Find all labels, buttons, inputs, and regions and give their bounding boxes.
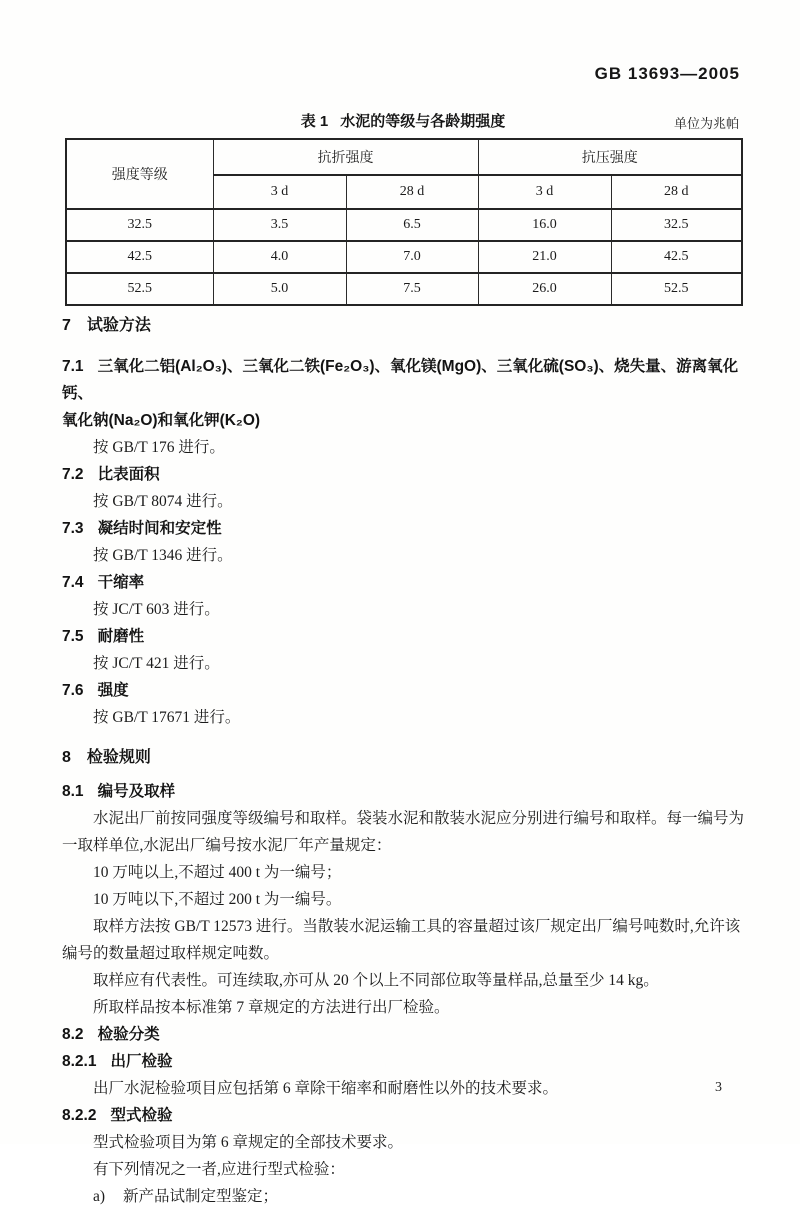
section-8-2-heading — [62, 1021, 744, 1048]
section-8-2-2-paragraph-2: 有下列情况之一者,应进行型式检验： — [93, 1161, 345, 1178]
table-caption-label: 表 1 — [300, 113, 329, 130]
section-8-1-heading — [62, 778, 744, 805]
cell-value: 3.5 — [213, 209, 346, 241]
section-7-6-number: 7.6 — [62, 682, 84, 699]
col-header-compressive-28d: 28 d — [611, 175, 742, 209]
cell-value: 42.5 — [611, 241, 742, 273]
cell-value: 5.0 — [213, 273, 346, 305]
section-8-1-paragraph-1: 水泥出厂前按同强度等级编号和取样。袋装水泥和散装水泥应分别进行编号和取样。每一编号为一取样单位,水泥出厂编号按水泥厂年产量规定： — [62, 810, 745, 854]
cell-value: 26.0 — [478, 273, 611, 305]
section-7-3-title: 凝结时间和安定性 — [97, 520, 222, 537]
section-8-2-2-number: 8.2.2 — [62, 1107, 97, 1124]
section-8-2-1-paragraph: 出厂水泥检验项目应包括第 6 章除干缩率和耐磨性以外的技术要求。 — [93, 1080, 559, 1097]
section-7-4-body: 按 JC/T 603 进行。 — [93, 601, 220, 618]
cell-value: 4.0 — [213, 241, 346, 273]
section-7-2-title: 比表面积 — [97, 466, 160, 483]
cell-value: 16.0 — [478, 209, 611, 241]
section-8-2-1-title: 出厂检验 — [110, 1053, 173, 1070]
section-8-2-2-list-item-a — [62, 1183, 744, 1210]
section-8-title: 检验规则 — [86, 749, 151, 766]
section-8-1-paragraph-4: 所取样品按本标准第 7 章规定的方法进行出厂检验。 — [93, 999, 450, 1016]
section-7-1-heading-line1 — [62, 353, 744, 407]
section-7-1-heading-line2: 氧化钠(Na₂O)和氧化钾(K₂O) — [62, 412, 261, 429]
cell-value: 6.5 — [346, 209, 478, 241]
section-8-heading — [62, 744, 744, 771]
section-8-1-item-2: 10 万吨以下,不超过 200 t 为一编号。 — [93, 891, 342, 908]
col-header-flexural-28d: 28 d — [346, 175, 478, 209]
page-number: 3 — [715, 1080, 722, 1095]
cell-value: 21.0 — [478, 241, 611, 273]
table-unit-note: 单位为兆帕 — [673, 116, 739, 131]
section-8-1-paragraph-2: 取样方法按 GB/T 12573 进行。当散装水泥运输工具的容量超过该厂规定出厂编号吨数时,允许该编号的数量超过取样规定吨数。 — [62, 918, 741, 962]
table-caption-row — [65, 110, 741, 132]
cell-grade: 32.5 — [66, 209, 213, 241]
section-7-title: 试验方法 — [86, 317, 151, 334]
cell-value: 52.5 — [611, 273, 742, 305]
cell-value: 32.5 — [611, 209, 742, 241]
col-header-flexural: 抗折强度 — [213, 139, 478, 175]
section-8-1-number: 8.1 — [62, 783, 84, 800]
table-caption — [65, 110, 741, 131]
col-header-compressive-3d: 3 d — [478, 175, 611, 209]
section-7-2-number: 7.2 — [62, 466, 84, 483]
section-7-4-heading — [62, 569, 744, 596]
section-7-2-body: 按 GB/T 8074 进行。 — [93, 493, 233, 510]
section-8-number: 8 — [62, 749, 71, 766]
cell-value: 7.0 — [346, 241, 478, 273]
section-8-2-1-number: 8.2.1 — [62, 1053, 97, 1070]
table-header-group-row — [66, 139, 742, 175]
section-7-number: 7 — [62, 317, 71, 334]
table-caption-title: 水泥的等级与各龄期强度 — [340, 113, 506, 130]
cell-grade: 42.5 — [66, 241, 213, 273]
table-row — [66, 273, 742, 305]
section-8-2-2-title: 型式检验 — [110, 1107, 173, 1124]
section-7-1-body: 按 GB/T 176 进行。 — [93, 439, 225, 456]
section-8-2-number: 8.2 — [62, 1026, 84, 1043]
section-7-5-title: 耐磨性 — [97, 628, 145, 645]
document-body — [62, 312, 744, 1210]
table-row — [66, 241, 742, 273]
section-7-heading — [62, 312, 744, 339]
table-row — [66, 209, 742, 241]
section-8-2-2-heading — [62, 1102, 744, 1129]
section-8-1-paragraph-3: 取样应有代表性。可连续取,亦可从 20 个以上不同部位取等量样品,总量至少 14 kg。 — [93, 972, 659, 989]
col-header-compressive: 抗压强度 — [478, 139, 742, 175]
section-8-2-2-paragraph-1: 型式检验项目为第 6 章规定的全部技术要求。 — [93, 1134, 404, 1151]
section-7-3-heading — [62, 515, 744, 542]
strength-grade-table — [65, 138, 743, 306]
section-8-2-title: 检验分类 — [97, 1026, 160, 1043]
section-7-6-heading — [62, 677, 744, 704]
section-7-6-title: 强度 — [97, 682, 129, 699]
col-header-flexural-3d: 3 d — [213, 175, 346, 209]
section-7-1-number: 7.1 — [62, 358, 84, 375]
list-item-a-text: 新产品试制定型鉴定； — [123, 1188, 279, 1205]
cell-value: 7.5 — [346, 273, 478, 305]
section-7-4-title: 干缩率 — [97, 574, 145, 591]
section-7-1-title-part1: 三氧化二铝(Al₂O₃)、三氧化二铁(Fe₂O₃)、氧化镁(MgO)、三氧化硫(SO₃)、烧失量、游离氧化钙、 — [62, 358, 739, 402]
col-header-grade: 强度等级 — [66, 139, 213, 209]
section-7-3-body: 按 GB/T 1346 进行。 — [93, 547, 233, 564]
section-8-2-1-heading — [62, 1048, 744, 1075]
section-7-6-body: 按 GB/T 17671 进行。 — [93, 709, 241, 726]
section-7-5-body: 按 JC/T 421 进行。 — [93, 655, 220, 672]
section-8-1-title: 编号及取样 — [97, 783, 176, 800]
section-7-4-number: 7.4 — [62, 574, 84, 591]
section-7-2-heading — [62, 461, 744, 488]
section-7-5-heading — [62, 623, 744, 650]
standard-number: GB 13693—2005 — [594, 64, 740, 83]
list-marker-a: a) — [93, 1188, 106, 1205]
cell-grade: 52.5 — [66, 273, 213, 305]
section-7-5-number: 7.5 — [62, 628, 84, 645]
section-8-1-item-1: 10 万吨以上,不超过 400 t 为一编号； — [93, 864, 342, 881]
section-7-3-number: 7.3 — [62, 520, 84, 537]
